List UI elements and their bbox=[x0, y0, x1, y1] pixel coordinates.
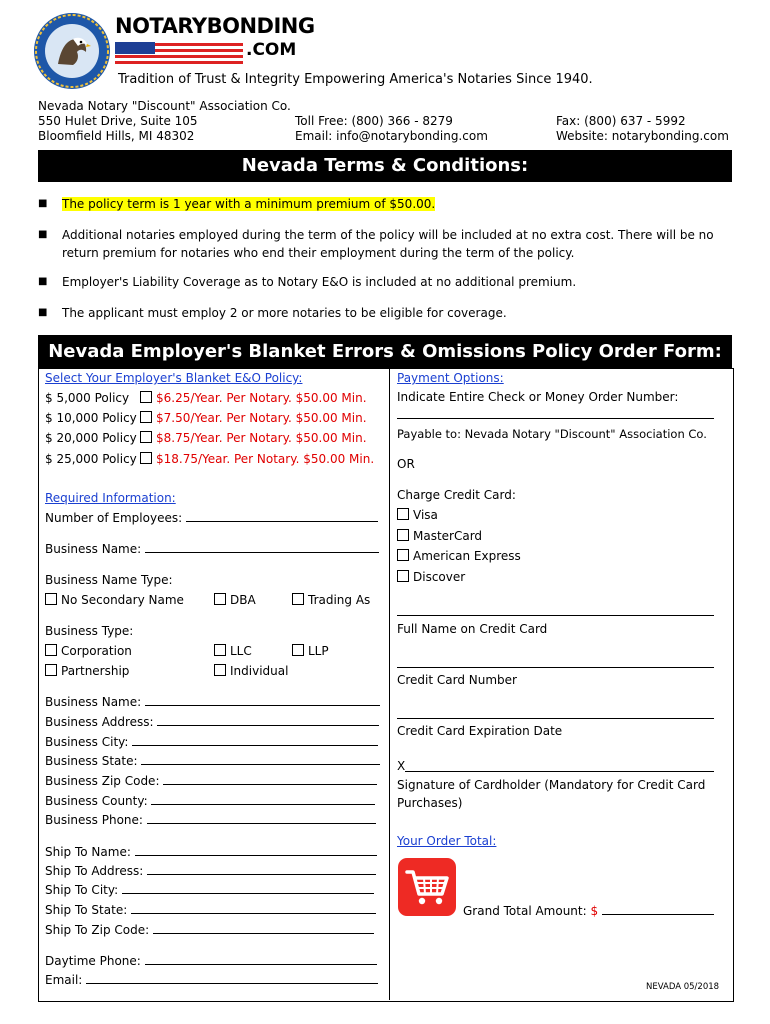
card-checkbox[interactable] bbox=[397, 549, 409, 561]
business-type-checkbox[interactable] bbox=[45, 644, 57, 656]
option-label: American Express bbox=[413, 549, 521, 563]
ship-field[interactable] bbox=[45, 923, 374, 937]
signature-label-line2: Purchases) bbox=[397, 796, 463, 810]
business-field[interactable] bbox=[45, 735, 378, 749]
business-type-option[interactable] bbox=[45, 664, 129, 678]
grand-total-field[interactable] bbox=[463, 904, 714, 918]
required-info-heading: Required Information: bbox=[45, 491, 176, 505]
card-checkbox[interactable] bbox=[397, 508, 409, 520]
num-employees-input[interactable] bbox=[186, 511, 378, 522]
policy-checkbox[interactable] bbox=[140, 391, 152, 403]
policy-option[interactable] bbox=[45, 391, 367, 405]
field-label: Business Zip Code: bbox=[45, 774, 160, 788]
option-label: Trading As bbox=[308, 593, 371, 607]
policy-price: $7.50/Year. Per Notary. $50.00 Min. bbox=[156, 411, 367, 425]
expiration-label: Credit Card Expiration Date bbox=[397, 724, 563, 738]
terms-bullet-text: Additional notaries employed during the term of the policy will be included at no extra cost. There will be no return premium for notaries who end their employment during the term of the policy. bbox=[62, 228, 714, 260]
policy-checkbox[interactable] bbox=[140, 452, 152, 464]
business-type-option[interactable] bbox=[45, 644, 132, 658]
address-line-2: Bloomfield Hills, MI 48302 bbox=[38, 129, 195, 143]
signature-input[interactable] bbox=[405, 771, 714, 772]
option-label: Individual bbox=[230, 664, 289, 678]
policy-option[interactable] bbox=[45, 452, 374, 466]
policy-label: $ 20,000 Policy bbox=[45, 431, 137, 445]
policy-option[interactable] bbox=[45, 411, 367, 425]
business-field[interactable] bbox=[45, 754, 380, 768]
name-type-checkbox[interactable] bbox=[292, 593, 304, 605]
daytime-phone-field[interactable] bbox=[45, 954, 377, 968]
field-label: Ship To Zip Code: bbox=[45, 923, 150, 937]
business-type-checkbox[interactable] bbox=[214, 644, 226, 656]
card-checkbox[interactable] bbox=[397, 570, 409, 582]
field-label: Number of Employees: bbox=[45, 511, 183, 525]
column-divider bbox=[389, 368, 390, 1000]
card-number-label: Credit Card Number bbox=[397, 673, 517, 687]
field-input[interactable] bbox=[163, 774, 377, 785]
payment-options-heading: Payment Options: bbox=[397, 371, 504, 385]
terms-bullet-text: Employer's Liability Coverage as to Notary E&O is included at no additional premium. bbox=[62, 275, 577, 289]
charge-card-label: Charge Credit Card: bbox=[397, 488, 516, 502]
option-label: No Secondary Name bbox=[61, 593, 184, 607]
policy-price: $18.75/Year. Per Notary. $50.00 Min. bbox=[156, 452, 375, 466]
address-line-1: 550 Hulet Drive, Suite 105 bbox=[38, 114, 198, 128]
terms-bullet: ■ Employer's Liability Coverage as to Notary E&O is included at no additional premium. bbox=[38, 273, 728, 291]
email: Email: info@notarybonding.com bbox=[295, 129, 488, 143]
field-label: Ship To City: bbox=[45, 883, 119, 897]
field-input[interactable] bbox=[86, 973, 378, 984]
us-flag-stripes-icon bbox=[115, 42, 243, 64]
option-label: MasterCard bbox=[413, 529, 483, 543]
terms-bullet: ■ Additional notaries employed during the term of the policy will be included at no extra cost. There will be no return premium for notaries who end their employment during the term of the policy. bbox=[38, 226, 728, 262]
name-type-checkbox[interactable] bbox=[214, 593, 226, 605]
policy-option[interactable] bbox=[45, 431, 367, 445]
terms-bullet: ■ The applicant must employ 2 or more notaries to be eligible for coverage. bbox=[38, 304, 728, 322]
email-field[interactable] bbox=[45, 973, 378, 987]
policy-price: $8.75/Year. Per Notary. $50.00 Min. bbox=[156, 431, 367, 445]
fax: Fax: (800) 637 - 5992 bbox=[556, 114, 686, 128]
field-label: Ship To State: bbox=[45, 903, 128, 917]
terms-bullet: ■ The policy term is 1 year with a minimum premium of $50.00. bbox=[38, 197, 436, 211]
business-type-option[interactable] bbox=[214, 644, 252, 658]
business-type-checkbox[interactable] bbox=[292, 644, 304, 656]
business-name-type-label: Business Name Type: bbox=[45, 573, 173, 587]
tagline: Tradition of Trust & Integrity Empowering America's Notaries Since 1940. bbox=[118, 72, 593, 87]
business-type-option[interactable] bbox=[292, 644, 329, 658]
field-input[interactable] bbox=[147, 813, 376, 824]
signature-x: X bbox=[397, 759, 406, 773]
business-name-input[interactable] bbox=[145, 542, 379, 553]
cart-glyph-icon bbox=[398, 858, 456, 916]
business-field[interactable] bbox=[45, 695, 380, 709]
field-input[interactable] bbox=[131, 903, 376, 914]
expiration-input[interactable] bbox=[397, 718, 714, 719]
business-type-option[interactable] bbox=[214, 664, 288, 678]
ship-field[interactable] bbox=[45, 864, 376, 878]
business-type-label: Business Type: bbox=[45, 624, 134, 638]
terms-bullet-text: The policy term is 1 year with a minimum premium of $50.00. bbox=[62, 197, 436, 211]
card-checkbox[interactable] bbox=[397, 529, 409, 541]
terms-bullet-text: The applicant must employ 2 or more notaries to be eligible for coverage. bbox=[62, 306, 507, 320]
field-label: Business County: bbox=[45, 794, 148, 808]
ship-field[interactable] bbox=[45, 845, 377, 859]
full-name-input[interactable] bbox=[397, 615, 714, 616]
field-label: Daytime Phone: bbox=[45, 954, 141, 968]
card-option[interactable] bbox=[397, 508, 438, 522]
brand-tld: .COM bbox=[246, 40, 297, 60]
business-type-checkbox[interactable] bbox=[214, 664, 226, 676]
field-label: Business Phone: bbox=[45, 813, 143, 827]
name-type-checkbox[interactable] bbox=[45, 593, 57, 605]
business-name-field[interactable] bbox=[45, 542, 379, 556]
business-field[interactable] bbox=[45, 794, 375, 808]
signature-label-line1: Signature of Cardholder (Mandatory for Credit Card bbox=[397, 778, 706, 792]
name-type-option[interactable] bbox=[45, 593, 184, 607]
field-label: Business Name: bbox=[45, 695, 142, 709]
full-name-label: Full Name on Credit Card bbox=[397, 622, 548, 636]
field-label: Business State: bbox=[45, 754, 138, 768]
form-code: NEVADA 05/2018 bbox=[646, 982, 720, 992]
business-type-checkbox[interactable] bbox=[45, 664, 57, 676]
eagle-seal-logo-icon bbox=[33, 12, 111, 90]
option-label: Visa bbox=[413, 508, 438, 522]
field-label: Ship To Address: bbox=[45, 864, 144, 878]
order-total-heading: Your Order Total: bbox=[397, 834, 497, 848]
field-input[interactable] bbox=[153, 923, 374, 934]
field-input[interactable] bbox=[135, 845, 377, 856]
option-label: LLP bbox=[308, 644, 329, 658]
field-label: Ship To Name: bbox=[45, 845, 131, 859]
or-label: OR bbox=[397, 457, 415, 471]
select-policy-heading: Select Your Employer's Blanket E&O Policy: bbox=[45, 371, 303, 385]
field-label: Email: bbox=[45, 973, 83, 987]
dollar-sign: $ bbox=[590, 904, 599, 918]
card-option[interactable] bbox=[397, 549, 521, 563]
ship-field[interactable] bbox=[45, 883, 374, 897]
field-input[interactable] bbox=[151, 794, 375, 805]
card-number-input[interactable] bbox=[397, 667, 714, 668]
policy-price: $6.25/Year. Per Notary. $50.00 Min. bbox=[156, 391, 367, 405]
policy-label: $ 25,000 Policy bbox=[45, 452, 137, 466]
website: Website: notarybonding.com bbox=[556, 129, 729, 143]
business-field[interactable] bbox=[45, 774, 377, 788]
field-input[interactable] bbox=[132, 735, 378, 746]
field-input[interactable] bbox=[145, 954, 377, 965]
option-label: Corporation bbox=[61, 644, 132, 658]
option-label: DBA bbox=[230, 593, 256, 607]
card-option[interactable] bbox=[397, 570, 465, 584]
option-label: Partnership bbox=[61, 664, 130, 678]
business-field[interactable] bbox=[45, 715, 379, 729]
org-name: Nevada Notary "Discount" Association Co. bbox=[38, 99, 291, 113]
name-type-option[interactable] bbox=[214, 593, 256, 607]
policy-checkbox[interactable] bbox=[140, 411, 152, 423]
num-employees-field[interactable] bbox=[45, 511, 378, 525]
field-input[interactable] bbox=[145, 695, 380, 706]
terms-title: Nevada Terms & Conditions: bbox=[38, 150, 732, 182]
option-label: LLC bbox=[230, 644, 252, 658]
field-input[interactable] bbox=[141, 754, 380, 765]
field-input[interactable] bbox=[147, 864, 376, 875]
field-label: Business City: bbox=[45, 735, 129, 749]
policy-checkbox[interactable] bbox=[140, 431, 152, 443]
field-input[interactable] bbox=[122, 883, 374, 894]
card-option[interactable] bbox=[397, 529, 482, 543]
field-label: Business Address: bbox=[45, 715, 154, 729]
check-number-label: Indicate Entire Check or Money Order Number: bbox=[397, 390, 679, 404]
option-label: Discover bbox=[413, 570, 466, 584]
ship-field[interactable] bbox=[45, 903, 376, 917]
payable-to: Payable to: Nevada Notary "Discount" Association Co. bbox=[397, 427, 707, 441]
field-input[interactable] bbox=[157, 715, 379, 726]
name-type-option[interactable] bbox=[292, 593, 370, 607]
business-field[interactable] bbox=[45, 813, 376, 827]
toll-free: Toll Free: (800) 366 - 8279 bbox=[295, 114, 453, 128]
form-title: Nevada Employer's Blanket Errors & Omissions Policy Order Form: bbox=[38, 335, 732, 368]
policy-label: $ 10,000 Policy bbox=[45, 411, 137, 425]
brand-name: NOTARYBONDING bbox=[115, 14, 315, 38]
shopping-cart-icon bbox=[398, 858, 456, 916]
check-number-input[interactable] bbox=[397, 418, 714, 419]
grand-total-label: Grand Total Amount: bbox=[463, 904, 587, 918]
grand-total-input[interactable] bbox=[602, 904, 714, 915]
field-label: Business Name: bbox=[45, 542, 142, 556]
policy-label: $ 5,000 Policy bbox=[45, 391, 130, 405]
